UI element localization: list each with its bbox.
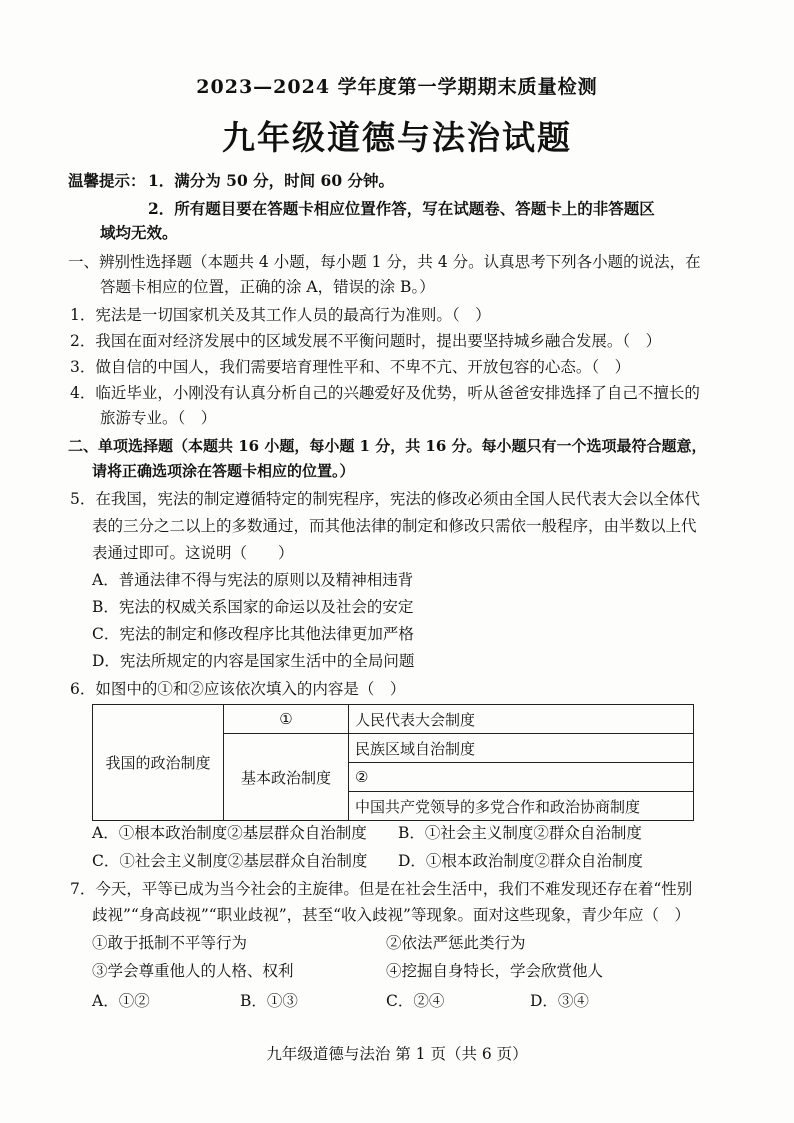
question-5-option-b: B．宪法的权威关系国家的命运以及社会的安定 xyxy=(92,598,414,616)
exam-title: 2023—2024 学年度第一学期期末质量检测 xyxy=(196,76,598,98)
table-row-2: 民族区域自治制度 xyxy=(349,734,694,763)
question-7-option-b: B．①③ xyxy=(240,992,298,1010)
subject-title: 九年级道德与法治试题 xyxy=(222,118,572,157)
question-5-option-a: A．普通法律不得与宪法的原则以及精神相违背 xyxy=(92,571,414,589)
question-6-stem: 6．如图中的①和②应该依次填入的内容是（ ） xyxy=(70,680,406,698)
question-2: 2．我国在面对经济发展中的区域发展不平衡问题时，提出要坚持城乡融合发展。（ ） xyxy=(70,332,662,350)
notice-item-2-line1: 2．所有题目要在答题卡相应位置作答，写在试题卷、答题卡上的非答题区 xyxy=(148,199,655,218)
question-7-item-4: ④挖掘自身特长，学会欣赏他人 xyxy=(386,962,604,980)
table-branch-cell: 基本政治制度 xyxy=(224,734,349,821)
question-7-item-2: ②依法严惩此类行为 xyxy=(386,934,526,952)
question-6-option-b: B．①社会主义制度②群众自治制度 xyxy=(398,824,642,842)
section1-heading-line2: 答题卡相应的位置，正确的涂 A，错误的涂 B。） xyxy=(100,278,435,296)
question-5-option-d: D．宪法所规定的内容是国家生活中的全局问题 xyxy=(92,652,415,670)
table-blank-1: ① xyxy=(224,705,349,734)
notice-label: 温馨提示： xyxy=(68,171,146,190)
question-6-option-a: A．①根本政治制度②基层群众自治制度 xyxy=(92,824,367,842)
table-row-3: ② xyxy=(349,763,694,792)
question-7-line1: 7．今天，平等已成为当今社会的主旋律。但是在社会生活中，我们不难发现还存在着“性别 xyxy=(70,880,693,898)
question-6-option-d: D．①根本政治制度②群众自治制度 xyxy=(398,852,643,870)
table-row-1: 人民代表大会制度 xyxy=(349,705,694,734)
question-7-line2: 歧视”“身高歧视”“职业歧视”，甚至“收入歧视”等现象。面对这些现象，青少年应（ ） xyxy=(92,906,690,924)
question-7-item-1: ①敢于抵制不平等行为 xyxy=(92,934,248,952)
question-5-line3: 表通过即可。这说明（ ） xyxy=(92,544,294,562)
notice-item-2-line2: 域均无效。 xyxy=(100,223,178,242)
question-4-line1: 4．临近毕业，小刚没有认真分析自己的兴趣爱好及优势，听从爸爸安排选择了自己不擅长的 xyxy=(70,384,700,402)
section2-heading-line1: 二、单项选择题（本题共 16 小题，每小题 1 分，共 16 分。每小题只有一个选项最符合题意， xyxy=(68,437,707,455)
page-footer: 九年级道德与法治 第 1 页（共 6 页） xyxy=(266,1045,528,1063)
question-3: 3．做自信的中国人，我们需要培育理性平和、不卑不亢、开放包容的心态。（ ） xyxy=(70,358,631,376)
table-row-4: 中国共产党领导的多党合作和政治协商制度 xyxy=(349,792,694,821)
table-root-cell: 我国的政治制度 xyxy=(93,705,224,821)
question-4-line2: 旅游专业。（ ） xyxy=(100,409,217,427)
question-7-option-a: A．①② xyxy=(92,992,150,1010)
notice-item-1: 1．满分为 50 分，时间 60 分钟。 xyxy=(148,171,395,190)
question-1: 1．宪法是一切国家机关及其工作人员的最高行为准则。（ ） xyxy=(70,306,491,324)
question-6-option-c: C．①社会主义制度②基层群众自治制度 xyxy=(92,852,368,870)
section2-heading-line2: 请将正确选项涂在答题卡相应的位置。） xyxy=(92,462,355,480)
political-system-table xyxy=(92,704,694,821)
section1-heading-line1: 一、辨别性选择题（本题共 4 小题，每小题 1 分，共 4 分。认真思考下列各小题的说法，在 xyxy=(68,253,701,271)
question-5-option-c: C．宪法的制定和修改程序比其他法律更加严格 xyxy=(92,625,414,643)
question-7-item-3: ③学会尊重他人的人格、权利 xyxy=(92,962,294,980)
question-7-option-d: D．③④ xyxy=(530,992,589,1010)
question-7-option-c: C．②④ xyxy=(386,992,445,1010)
question-5-line1: 5．在我国，宪法的制定遵循特定的制宪程序，宪法的修改必须由全国人民代表大会以全体代 xyxy=(70,490,700,508)
question-5-line2: 表的三分之二以上的多数通过，而其他法律的制定和修改只需依一般程序，由半数以上代 xyxy=(92,517,697,535)
